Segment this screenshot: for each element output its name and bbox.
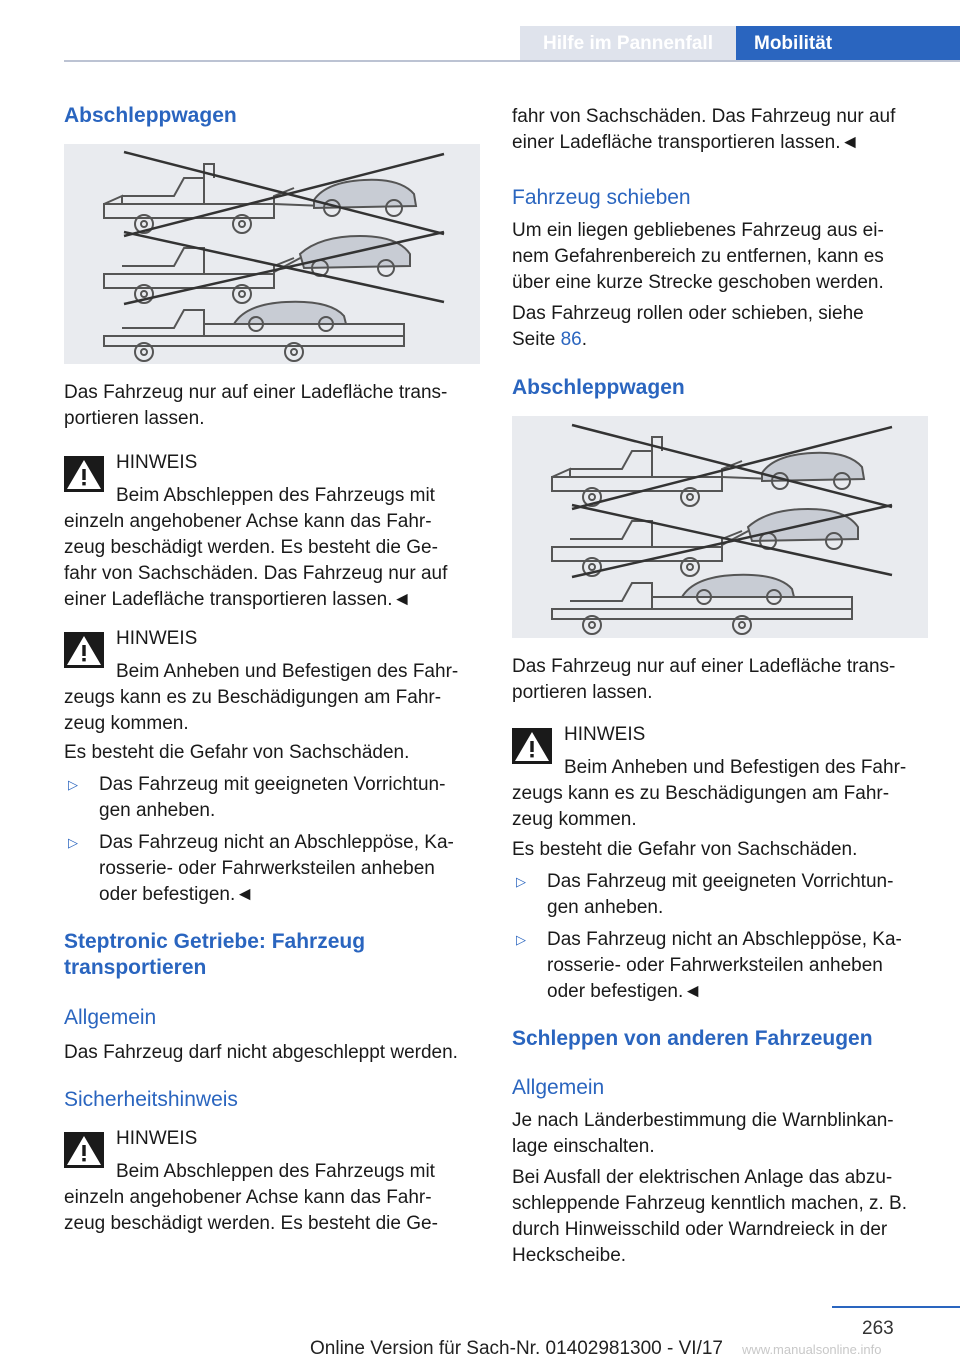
heading-abschleppwagen-left: Abschleppwagen <box>64 104 237 127</box>
schieben-text <box>512 327 587 353</box>
heading-allgemein-right: Allgemein <box>512 1076 605 1099</box>
warning-text: Beim Anheben und Befestigen des Fahr- <box>564 757 907 778</box>
bullet-arrow-icon: ▷ <box>516 932 526 947</box>
warning-title: HINWEIS <box>564 724 646 745</box>
bullet-text: Das Fahrzeug mit geeigneten Vorrichtun- <box>99 774 446 795</box>
warning-text: zeugs kann es zu Beschädigungen am Fahr- <box>512 783 890 804</box>
warning-title: HINWEIS <box>116 452 198 473</box>
heading-allgemein-left: Allgemein <box>64 1006 157 1029</box>
header-tab-active: Mobilität <box>736 26 960 62</box>
allgemein-right-text: lage einschalten. <box>512 1136 655 1157</box>
bullet-text: oder befestigen.◄ <box>99 884 255 905</box>
schieben-text-suffix: . <box>581 329 588 350</box>
heading-sicherheitshinweis: Sicherheitshinweis <box>64 1088 238 1111</box>
warning-text: Beim Abschleppen des Fahrzeugs mit <box>116 1161 435 1182</box>
bullet-arrow-icon: ▷ <box>68 835 78 850</box>
figure-caption-left-2: portieren lassen. <box>64 408 205 429</box>
heading-fahrzeug-schieben: Fahrzeug schieben <box>512 186 691 209</box>
bullet-text: Das Fahrzeug nicht an Abschleppöse, Ka- <box>99 832 454 853</box>
allgemein-text: Das Fahrzeug darf nicht abgeschleppt werden. <box>64 1042 458 1063</box>
allgemein-right-text: schleppende Fahrzeug kenntlich machen, z. B. <box>512 1193 908 1214</box>
allgemein-right-text: Bei Ausfall der elektrischen Anlage das abzu- <box>512 1167 893 1188</box>
heading-schleppen: Schleppen von anderen Fahrzeugen <box>512 1027 873 1050</box>
warning-text: zeug kommen. <box>64 713 189 734</box>
allgemein-right-text: durch Hinweisschild oder Warndreieck in der <box>512 1219 888 1240</box>
figure-caption-right-1: Das Fahrzeug nur auf einer Ladefläche trans- <box>512 656 896 677</box>
tow-truck-figure-right <box>512 416 928 638</box>
schieben-text-prefix: Seite <box>512 329 561 350</box>
heading-steptronic: transportieren <box>64 956 207 979</box>
warning-text: zeugs kann es zu Beschädigungen am Fahr- <box>64 687 442 708</box>
figure-caption-right-2: portieren lassen. <box>512 682 653 703</box>
schieben-text: nem Gefahrenbereich zu entfernen, kann es <box>512 246 884 267</box>
bullet-text: oder befestigen.◄ <box>547 981 703 1002</box>
warning-text-continued: fahr von Sachschäden. Das Fahrzeug nur auf <box>512 106 896 127</box>
warning-title: HINWEIS <box>116 1128 198 1149</box>
warning-title: HINWEIS <box>116 628 198 649</box>
warning-text: Beim Abschleppen des Fahrzeugs mit <box>116 485 435 506</box>
warning-icon <box>512 728 552 764</box>
bullet-text: Das Fahrzeug mit geeigneten Vorrichtun- <box>547 871 894 892</box>
warning-text: Beim Anheben und Befestigen des Fahr- <box>116 661 459 682</box>
schieben-text: Das Fahrzeug rollen oder schieben, siehe <box>512 303 864 324</box>
schieben-text: über eine kurze Strecke geschoben werden. <box>512 272 884 293</box>
warning-icon <box>64 456 104 492</box>
header-rule <box>64 60 960 62</box>
warning-text: zeug beschädigt werden. Es besteht die Ge- <box>64 1213 438 1234</box>
bullet-text: rosserie- oder Fahrwerksteilen anheben <box>547 955 883 976</box>
bullet-text: Das Fahrzeug nicht an Abschleppöse, Ka- <box>547 929 902 950</box>
bullet-arrow-icon: ▷ <box>68 777 78 792</box>
allgemein-right-text: Je nach Länderbestimmung die Warnblinkan- <box>512 1110 894 1131</box>
page-link-86[interactable]: 86 <box>560 329 582 350</box>
warning-text: zeug beschädigt werden. Es besteht die Ge- <box>64 537 438 558</box>
warning-icon <box>64 1132 104 1168</box>
figure-caption-left-1: Das Fahrzeug nur auf einer Ladefläche trans- <box>64 382 448 403</box>
schieben-text: Um ein liegen gebliebenes Fahrzeug aus ei- <box>512 220 884 241</box>
warning-text: Es besteht die Gefahr von Sachschäden. <box>512 839 858 860</box>
heading-steptronic: Steptronic Getriebe: Fahrzeug <box>64 930 366 953</box>
warning-text: einer Ladefläche transportieren lassen.◄ <box>64 589 412 610</box>
warning-text: fahr von Sachschäden. Das Fahrzeug nur auf <box>64 563 448 584</box>
tow-truck-figure-left <box>64 144 480 364</box>
warning-text: einzeln angehobener Achse kann das Fahr- <box>64 1187 432 1208</box>
page-number: 263 <box>862 1318 894 1339</box>
warning-text: zeug kommen. <box>512 809 637 830</box>
warning-text: Es besteht die Gefahr von Sachschäden. <box>64 742 410 763</box>
watermark: www.manualsonline.info <box>742 1342 882 1357</box>
warning-text: einzeln angehobener Achse kann das Fahr- <box>64 511 432 532</box>
online-version-note: Online Version für Sach-Nr. 01402981300 - VI/17 <box>310 1338 723 1359</box>
bullet-arrow-icon: ▷ <box>516 874 526 889</box>
bullet-text: gen anheben. <box>547 897 664 918</box>
footer-rule <box>832 1306 960 1308</box>
heading-abschleppwagen-right: Abschleppwagen <box>512 376 685 399</box>
warning-icon <box>64 632 104 668</box>
bullet-text: rosserie- oder Fahrwerksteilen anheben <box>99 858 435 879</box>
warning-text-continued: einer Ladefläche transportieren lassen.◄ <box>512 132 860 153</box>
header-tab-section: Hilfe im Pannenfall <box>520 26 736 62</box>
allgemein-right-text: Heckscheibe. <box>512 1245 627 1266</box>
bullet-text: gen anheben. <box>99 800 216 821</box>
